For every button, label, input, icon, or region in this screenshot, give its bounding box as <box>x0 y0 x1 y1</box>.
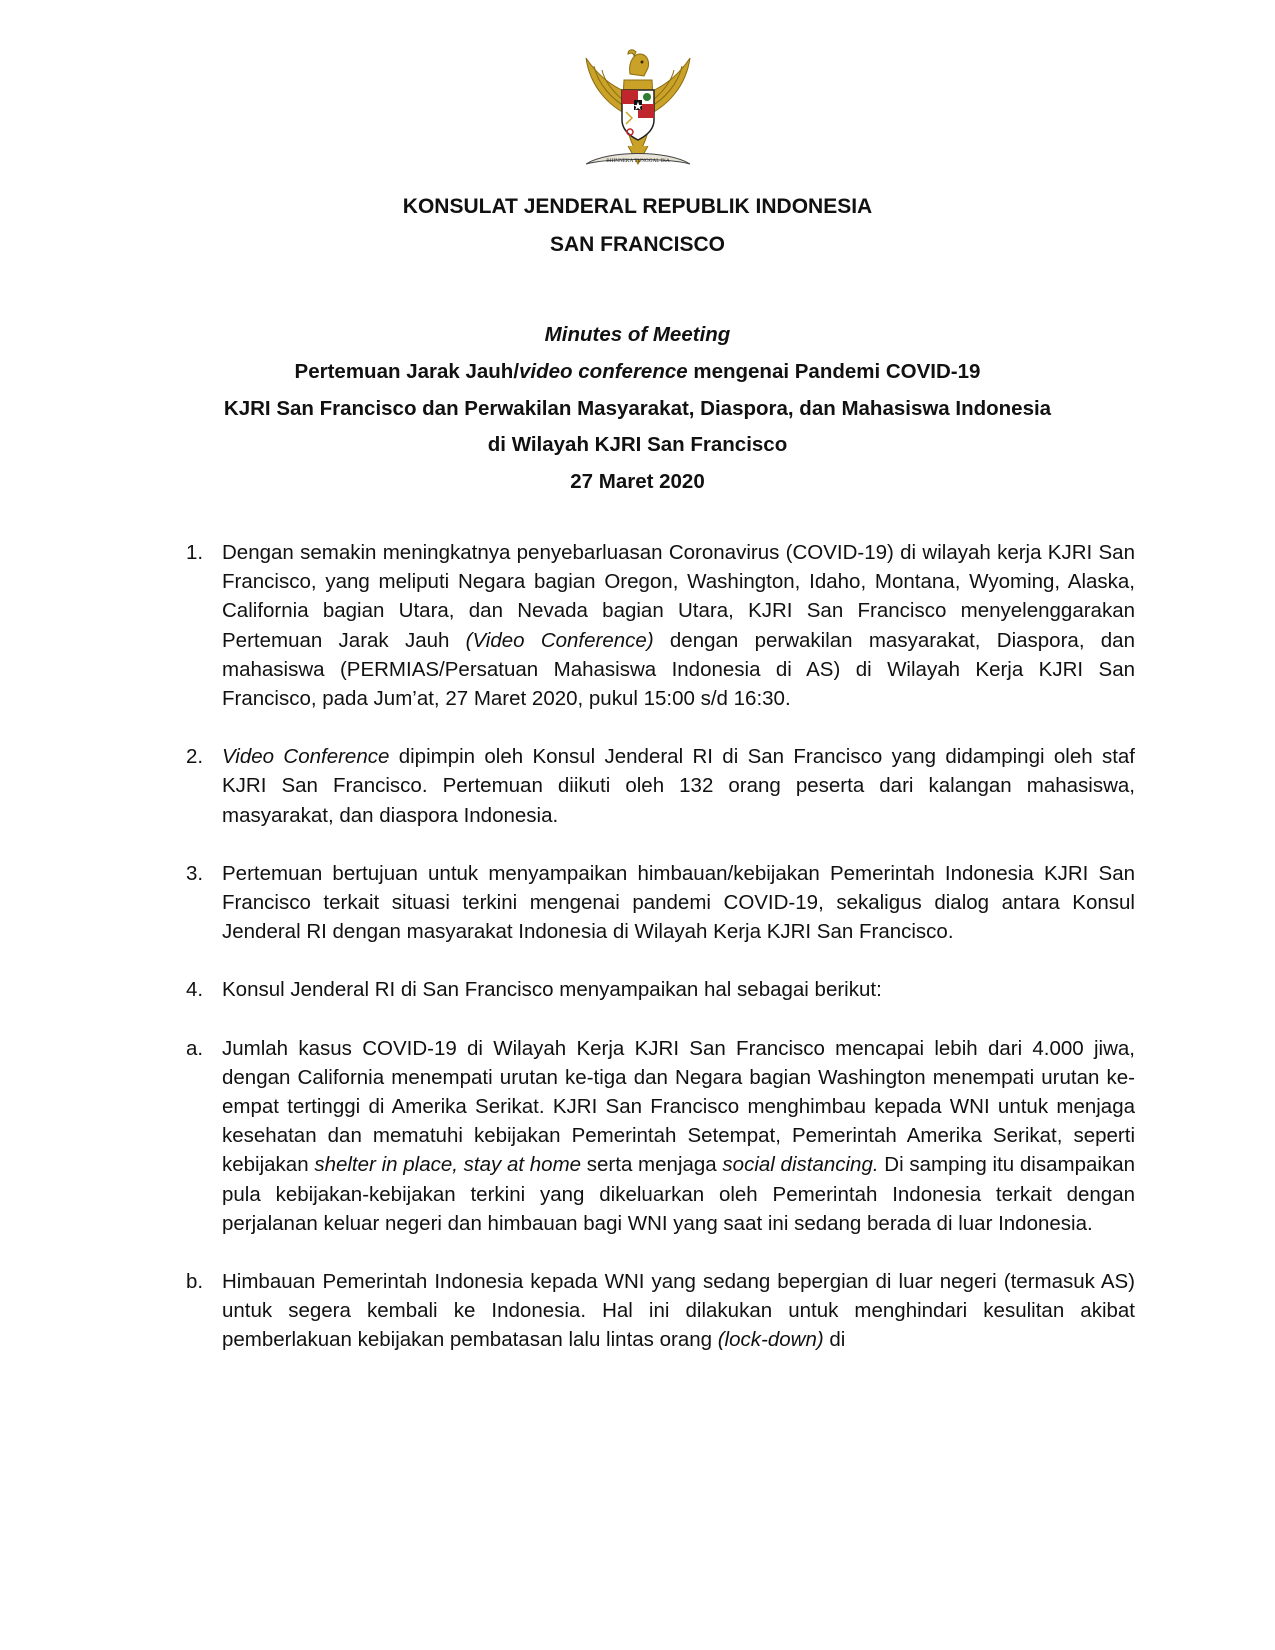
item-text: dengan perwakilan masyarakat, Diaspora, dan mahasiswa (PERMIAS/Persatuan Mahasiswa Indonesia di AS) di Wilayah Kerja KJRI San Francisco, pada Jum’at, 27 Maret 2020, pukul 15:00 s/d 16:30. <box>222 628 1135 711</box>
item-text: serta menjaga <box>581 1153 723 1177</box>
item-text: Di samping itu disampaikan pula kebijakan-kebijakan terkini yang dikeluarkan oleh Pemerintah Indonesia terkait dengan perjalanan keluar negeri dan himbauan bagi WNI yang saat ini sedang berada di luar Indonesia. <box>222 1153 1135 1235</box>
emblem-motto: BHINNEKA TUNGGAL IKA <box>606 158 670 164</box>
title-line1 <box>0 360 1275 384</box>
item-text: di <box>823 1328 846 1352</box>
item-text: Himbauan Pemerintah Indonesia kepada WNI yang sedang bepergian di luar negeri (termasuk AS) untuk segera kembali ke Indonesia. Hal ini dilakukan untuk menghindari kesulitan akibat pemberlakuan kebijakan pembatasan lalu lintas orang <box>222 1270 1135 1352</box>
item-text: Dengan semakin meningkatnya penyebarluasan Coronavirus (COVID-19) di wilayah kerja KJRI San Francisco, yang meliputi Negara bagian Oregon, Washington, Idaho, Montana, Wyoming, Alaska, California bagian Utara, dan Nevada bagian Utara, KJRI San Francisco menyelenggarakan Pertemuan Jarak Jauh <box>222 541 1135 652</box>
item-text: Pertemuan bertujuan untuk menyampaikan himbauan/kebijakan Pemerintah Indonesia KJRI San Francisco terkait situasi terkini mengenai pandemi COVID-19, sekaligus dialog antara Konsul Jenderal RI dengan masyarakat Indonesia di Wilayah Kerja KJRI San Francisco. <box>222 861 1135 944</box>
item-italic: (lock-down) <box>717 1328 824 1352</box>
title-line1-italic: video conference <box>519 360 688 383</box>
item-number: 2. <box>186 745 204 769</box>
list-item <box>160 1267 1135 1355</box>
item-letter: a. <box>186 1036 204 1060</box>
item-italic: Video Conference <box>222 745 390 769</box>
item-text: dipimpin oleh Konsul Jenderal RI di San Francisco yang didampingi oleh staf KJRI San Francisco. Pertemuan diikuti oleh 132 orang peserta dari kalangan mahasiswa, masyarakat, dan diaspora Indonesia. <box>222 745 1135 827</box>
item-number: 3. <box>186 861 204 885</box>
title-line3: di Wilayah KJRI San Francisco <box>487 433 788 456</box>
item-italic: social distancing. <box>722 1153 879 1177</box>
list-item <box>160 975 1135 1004</box>
minutes-heading <box>0 323 1275 347</box>
minutes-list <box>160 538 1135 1355</box>
minutes-label: Minutes of Meeting <box>544 323 731 346</box>
meeting-date: 27 Maret 2020 <box>570 470 705 493</box>
title-line1-post: mengenai Pandemi COVID-19 <box>687 360 981 383</box>
item-italic: (Video Conference) <box>465 628 654 652</box>
title-line1-pre: Pertemuan Jarak Jauh/ <box>294 360 520 383</box>
item-text: Jumlah kasus COVID-19 di Wilayah Kerja KJRI San Francisco mencapai lebih dari 4.000 jiwa, dengan California menempati urutan ke-tiga dan Negara bagian Washington menempati urutan ke-empat tertinggi di Amerika Serikat. KJRI San Francisco menghimbau kepada WNI untuk menjaga kesehatan dan mematuhi kebijakan Pemerintah Setempat, Pemerintah Amerika Serikat, seperti kebijakan <box>222 1036 1135 1177</box>
institution-line1: KONSULAT JENDERAL REPUBLIK INDONESIA <box>402 195 873 218</box>
item-text: Konsul Jenderal RI di San Francisco menyampaikan hal sebagai berikut: <box>222 978 882 1002</box>
title-line2: KJRI San Francisco dan Perwakilan Masyarakat, Diaspora, dan Mahasiswa Indonesia <box>223 397 1052 420</box>
institution-line2: SAN FRANCISCO <box>549 233 725 256</box>
garuda-pancasila-emblem <box>568 46 708 176</box>
list-item <box>160 1034 1135 1238</box>
item-number: 4. <box>186 978 204 1002</box>
item-number: 1. <box>186 541 204 564</box>
item-letter: b. <box>186 1270 204 1294</box>
item-italic: shelter in place, stay at home <box>314 1153 582 1177</box>
list-item <box>160 538 1135 713</box>
list-item <box>160 742 1135 830</box>
list-item <box>160 859 1135 947</box>
